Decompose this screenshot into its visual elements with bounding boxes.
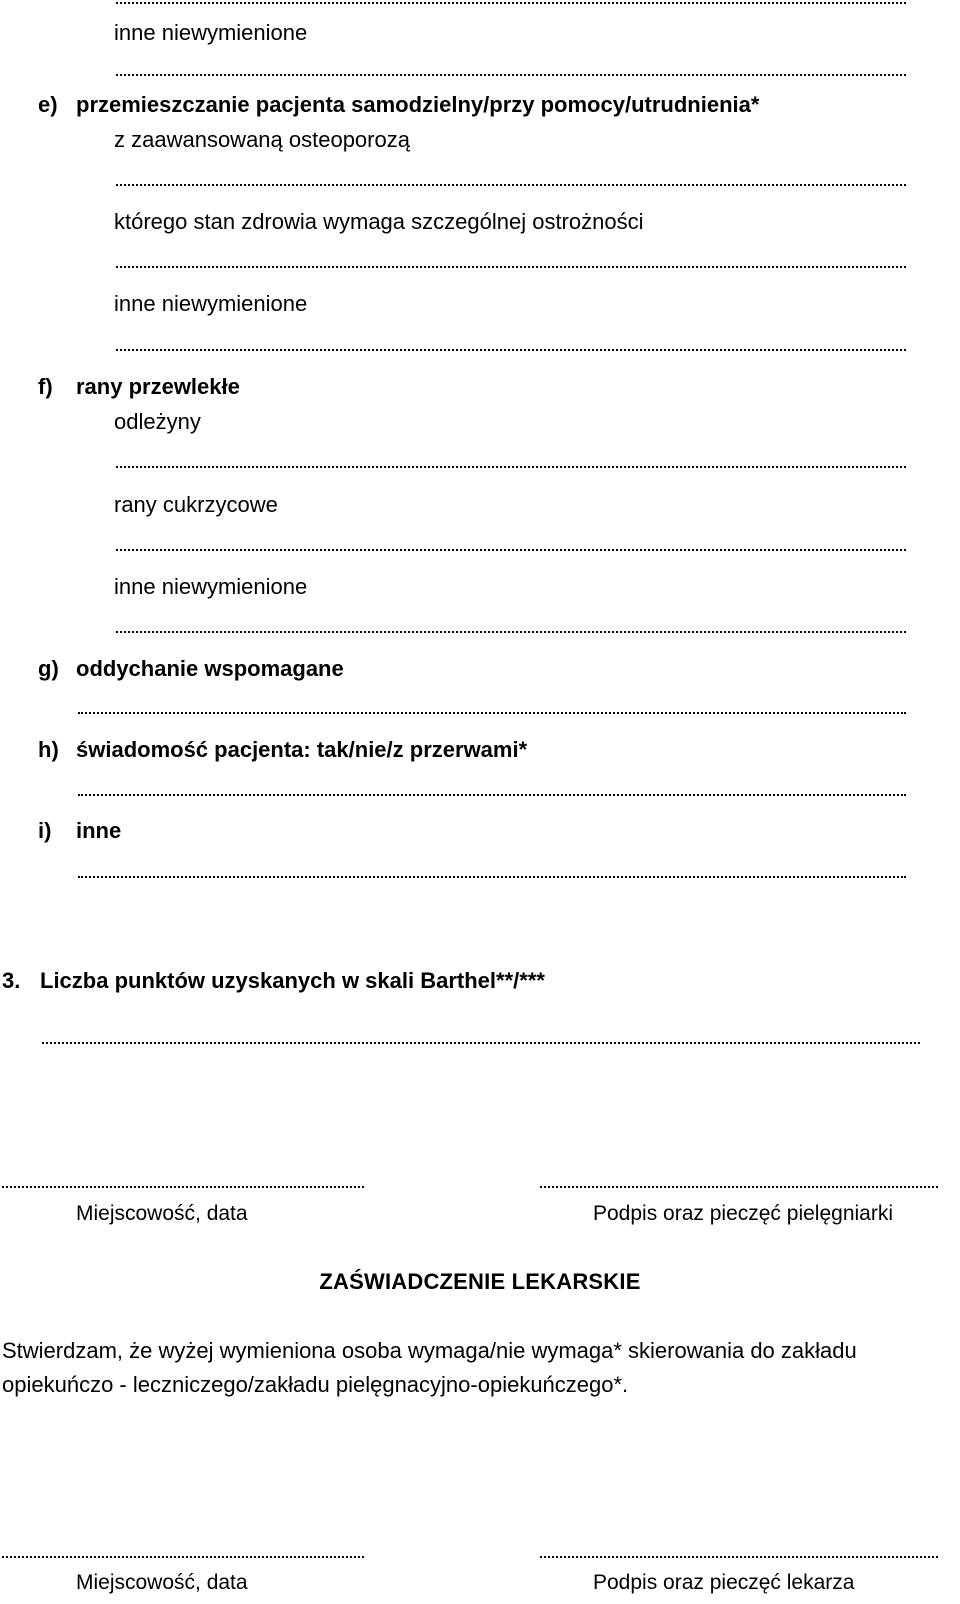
place-date-line[interactable] <box>2 1556 364 1558</box>
section-heading: inne <box>76 818 122 843</box>
place-date-line[interactable] <box>2 1186 364 1188</box>
certificate-text-line: opiekuńczo - leczniczego/zakładu pielęgnacyjno-opiekuńczego*. <box>2 1372 629 1397</box>
item-label: którego stan zdrowia wymaga szczególnej ostrożności <box>114 209 644 234</box>
nurse-signature-label: Podpis oraz pieczęć pielęgniarki <box>593 1202 893 1225</box>
barthel-score-line[interactable] <box>42 1042 920 1044</box>
section-heading: Liczba punktów uzyskanych w skali Barthel**/*** <box>40 968 545 993</box>
signature-line[interactable] <box>540 1556 938 1558</box>
fill-in-line[interactable] <box>78 794 906 796</box>
certificate-text-line: Stwierdzam, że wyżej wymieniona osoba wymaga/nie wymaga* skierowania do zakładu <box>2 1338 857 1363</box>
item-label: odleżyny <box>114 409 201 434</box>
item-letter: h) <box>38 737 59 762</box>
fill-in-line[interactable] <box>116 74 906 76</box>
fill-in-line[interactable] <box>116 184 906 186</box>
item-letter: g) <box>38 656 59 681</box>
item-label: inne niewymienione <box>114 291 308 316</box>
item-label: inne niewymienione <box>114 574 308 599</box>
fill-in-line[interactable] <box>116 266 906 268</box>
item-label: inne niewymienione <box>114 20 308 45</box>
fill-in-line <box>116 2 906 4</box>
doctor-signature-label: Podpis oraz pieczęć lekarza <box>593 1571 855 1594</box>
item-label: z zaawansowaną osteoporozą <box>114 127 410 152</box>
place-date-label: Miejscowość, data <box>76 1571 248 1594</box>
section-heading: przemieszczanie pacjenta samodzielny/przy pomocy/utrudnienia* <box>76 92 760 117</box>
fill-in-line[interactable] <box>78 712 906 714</box>
fill-in-line[interactable] <box>116 349 906 351</box>
section-heading: rany przewlekłe <box>76 374 240 399</box>
fill-in-line[interactable] <box>116 631 906 633</box>
item-letter: i) <box>38 818 52 843</box>
fill-in-line[interactable] <box>116 466 906 468</box>
section-heading: świadomość pacjenta: tak/nie/z przerwami* <box>76 737 528 762</box>
item-letter: f) <box>38 374 53 399</box>
fill-in-line[interactable] <box>78 876 906 878</box>
place-date-label: Miejscowość, data <box>76 1202 248 1225</box>
item-label: rany cukrzycowe <box>114 492 278 517</box>
fill-in-line[interactable] <box>116 549 906 551</box>
section-number: 3. <box>2 968 21 993</box>
item-letter: e) <box>38 92 58 117</box>
signature-line[interactable] <box>540 1186 938 1188</box>
section-heading: oddychanie wspomagane <box>76 656 344 681</box>
certificate-title: ZAŚWIADCZENIE LEKARSKIE <box>319 1269 641 1294</box>
